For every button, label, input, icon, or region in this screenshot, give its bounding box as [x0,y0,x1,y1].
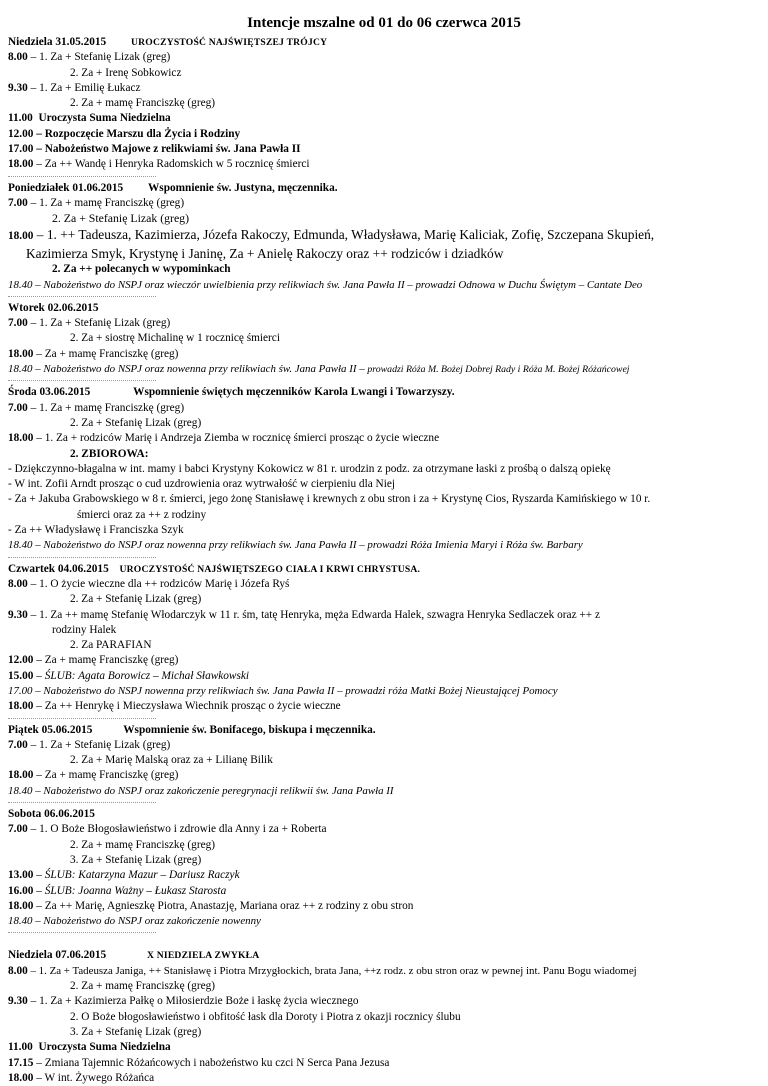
mass-time: 9.30 [8,81,28,94]
day-feast: Wspomnienie św. Bonifacego, biskupa i męczennika. [123,723,376,736]
intention-text: Uroczysta Suma Niedzielna [38,1041,171,1054]
service-text: 18.40 – Nabożeństwo do NSPJ oraz nowenna przy relikwiach św. Jana Pawła II – [8,363,365,376]
day-date: Czwartek 04.06.2015 [8,562,109,575]
day-header [8,385,760,400]
intention-text: – 1. Za + rodziców Marię i Andrzeja Ziemba w rocznicę śmierci prosząc o życie wieczne [36,432,440,445]
intention-text: - Za ++ Władysławę i Franciszka Szyk [8,524,184,537]
intention-text: – 1. Za ++ mamę Stefanię Włodarczyk w 11 r. śm, tatę Henryka, męża Edwarda Halek, szwagra Henryka Sedlaczek oraz ++ z [30,608,600,621]
mass-time: 18.00 [8,899,34,912]
intention-text: 3. Za + Stefanię Lizak (greg) [70,1025,202,1038]
mass-time: 17.00 [8,143,34,156]
separator [8,802,156,804]
service-text: 17.00 – Nabożeństwo do NSPJ nowenna przy relikwiach św. Jana Pawła II – prowadzi róża Matki Bożej Nieustającej Pomocy [8,684,558,697]
intention-text: - W int. Zofii Arndt prosząc o cud uzdrowienia oraz wytrwałość w cierpieniu dla Niej [8,478,396,491]
intention-text: 2. Za + mamę Franciszkę (greg) [70,838,216,851]
mass-time: 18.00 [8,769,34,782]
day-header [8,723,760,738]
intention-text: – Za ++ Wandę i Henryka Radomskich w 5 rocznicę śmierci [36,158,310,171]
mass-time: 7.00 [8,738,28,751]
service-text: 18.40 – Nabożeństwo do NSPJ oraz zakończenie nowenny [8,915,261,928]
mass-time: 9.30 [8,608,28,621]
mass-time: 7.00 [8,317,28,330]
intention-text: rodziny Halek [52,623,117,636]
intention-text: 2. Za + siostrę Michalinę w 1 rocznicę śmierci [70,332,280,345]
mass-time: 17.15 [8,1056,34,1069]
mass-time: 7.00 [8,401,28,414]
intention-text: – 1. O życie wieczne dla ++ rodziców Marię i Józefa Ryś [30,577,290,590]
day-feast: Wspomnienie świętych męczenników Karola Lwangi i Towarzyszy. [133,386,455,399]
intention-text: 2. ZBIOROWA: [70,447,149,460]
intention-text: 2. Za + Stefanię Lizak (greg) [70,416,202,429]
intention-text: – 1. Za + Kazimierza Pałkę o Miłosierdzie Boże i łaskę życia wiecznego [30,995,359,1008]
mass-time: 11.00 [8,112,33,125]
mass-time: 15.00 [8,669,34,682]
day-date: Niedziela 31.05.2015 [8,36,107,48]
separator [8,557,156,559]
intention-text: – 1. Za + mamę Franciszkę (greg) [30,401,185,414]
intention-text: – Zmiana Tajemnic Różańcowych i nabożeństwo ku czci N Serca Pana Jezusa [36,1056,390,1069]
mass-time: 12.00 [8,127,34,140]
mass-time: 18.00 [8,158,34,171]
intention-text: Uroczysta Suma Niedzielna [38,112,171,125]
intention-text: – Nabożeństwo Majowe z relikwiami św. Jana Pawła II [36,143,301,156]
intention-text: – 1. Za + Stefanię Lizak (greg) [30,317,171,330]
intention-text: Kazimierza Smyk, Krystynę i Janinę, Za + Anielę Rakoczy oraz ++ rodziców i dziadków [26,246,504,262]
intention-text: 2. Za + mamę Franciszkę (greg) [70,97,216,110]
intention-text: – 1. Za + Emilię Łukacz [30,81,141,94]
service-text-tail: prowadzi Róża M. Bożej Dobrej Rady i Róża M. Bożej Różańcowej [367,364,630,376]
day-header [8,35,760,50]
intention-text: – 1. Za + Stefanię Lizak (greg) [30,738,171,751]
day-header [8,562,760,577]
intention-text: – Za ++ Marię, Agnieszkę Piotra, Anastazję, Mariana oraz ++ z rodziny z obu stron [36,899,414,912]
intention-text: – Za + mamę Franciszkę (greg) [36,347,179,360]
day-feast: UROCZYSTOŚĆ NAJŚWIĘTSZEGO CIAŁA I KRWI CHRYSTUSA. [119,563,421,575]
intention-text: – 1. Za + Stefanię Lizak (greg) [30,51,171,64]
mass-time: 18.00 [8,1071,34,1084]
day-feast: UROCZYSTOŚĆ NAJŚWIĘTSZEJ TRÓJCY [131,37,328,48]
day-date: Niedziela 07.06.2015 [8,949,107,962]
day-date: Wtorek 02.06.2015 [8,301,99,314]
intention-text: 2. Za + Stefanię Lizak (greg) [70,593,202,606]
separator [8,380,156,382]
day-feast: Wspomnienie św. Justyna, męczennika. [148,181,338,194]
intention-text: – ŚLUB: Katarzyna Mazur – Dariusz Raczyk [36,869,240,882]
intention-text: – Za + mamę Franciszkę (greg) [36,769,179,782]
separator [8,296,156,298]
mass-time: 8.00 [8,51,28,64]
mass-time: 8.00 [8,577,28,590]
intention-text: 2. Za PARAFIAN [70,639,152,652]
intention-text: 2. Za ++ polecanych w wypominkach [52,263,231,276]
intention-text: - Dziękczynno-błagalna w int. mamy i babci Krystyny Kokowicz w 81 r. urodzin z podz. za otrzymane łaski z prośbą o dalszą opiekę [8,462,611,475]
intention-text: - Za + Jakuba Grabowskiego w 8 r. śmierci, jego żonę Stanisławę i krewnych z obu stron i za + Krystynę Cios, Ryszarda Kamińskiego w 10 r. [8,493,651,506]
document-page [8,14,760,1086]
separator [8,932,156,934]
mass-time: 13.00 [8,869,34,882]
day-header [8,948,760,963]
intention-text: śmierci oraz za ++ z rodziny [77,508,207,521]
day-header [8,181,760,196]
separator [8,718,156,720]
mass-time: 18.00 [8,432,34,445]
service-text: 18.40 – Nabożeństwo do NSPJ oraz nowenna przy relikwiach św. Jana Pawła II – prowadzi Róża Imienia Maryi i Róża św. Barbary [8,539,583,552]
day-date: Poniedziałek 01.06.2015 [8,181,124,194]
intention-text: – 1. Za + mamę Franciszkę (greg) [30,196,185,209]
mass-time: 11.00 [8,1041,33,1054]
mass-time: 7.00 [8,823,28,836]
intention-text: – Za + mamę Franciszkę (greg) [36,654,179,667]
mass-time: 7.00 [8,196,28,209]
intention-text: 2. Za + Stefanię Lizak (greg) [52,211,190,226]
intention-text: – 1. O Boże Błogosławieństwo i zdrowie dla Anny i za + Roberta [30,823,327,836]
intention-text: 2. O Boże błogosławieństwo i obfitość łask dla Doroty i Piotra z okazji rocznicy ślubu [70,1010,461,1023]
day-date: Sobota 06.06.2015 [8,808,95,821]
intention-text: 2. Za + mamę Franciszkę (greg) [70,980,216,993]
mass-time: 18.00 [8,700,34,713]
mass-time: 9.30 [8,995,28,1008]
day-feast: X NIEDZIELA ZWYKŁA [147,950,260,962]
separator [8,176,156,178]
intention-text: – Za ++ Henrykę i Mieczysława Wiechnik prosząc o życie wieczne [36,700,341,713]
day-date: Środa 03.06.2015 [8,386,91,399]
intention-text: 2. Za + Irenę Sobkowicz [70,66,182,79]
intention-text: – Rozpoczęcie Marszu dla Życia i Rodziny [36,127,241,140]
intention-text: – 1. ++ Tadeusza, Kazimierza, Józefa Rakoczy, Edmunda, Władysława, Marię Kaliciak, Zofię, Szczepana Skupień, [36,227,655,243]
document-title: Intencje mszalne od 01 do 06 czerwca 2015 [247,15,521,31]
mass-time: 12.00 [8,654,34,667]
mass-time: 8.00 [8,964,28,977]
service-text: 18.40 – Nabożeństwo do NSPJ oraz wieczór uwielbienia przy relikwiach św. Jana Pawła II – prowadzi Odnowa w Duchu Świętym – Cantate Deo [8,278,643,291]
day-date: Piątek 05.06.2015 [8,723,93,736]
mass-time: 16.00 [8,884,34,897]
intention-text: – ŚLUB: Agata Borowicz – Michał Sławkowski [36,669,249,682]
intention-text: – ŚLUB: Joanna Ważny – Łukasz Starosta [36,884,227,897]
service-text: 18.40 – Nabożeństwo do NSPJ oraz zakończenie peregrynacji relikwii św. Jana Pawła II [8,784,394,797]
mass-time: 18.00 [8,230,34,243]
intention-text: – W int. Żywego Różańca [36,1071,155,1084]
mass-time: 18.00 [8,347,34,360]
intention-text: 3. Za + Stefanię Lizak (greg) [70,853,202,866]
intention-text: 2. Za + Marię Malską oraz za + Lilianę Bilik [70,754,273,767]
intention-text: – 1. Za + Tadeusza Janiga, ++ Stanisławę i Piotra Mrzygłockich, brata Jana, ++z rodz. z obu stron oraz w pewnej int. Panu Bogu wiadomej [30,964,637,977]
